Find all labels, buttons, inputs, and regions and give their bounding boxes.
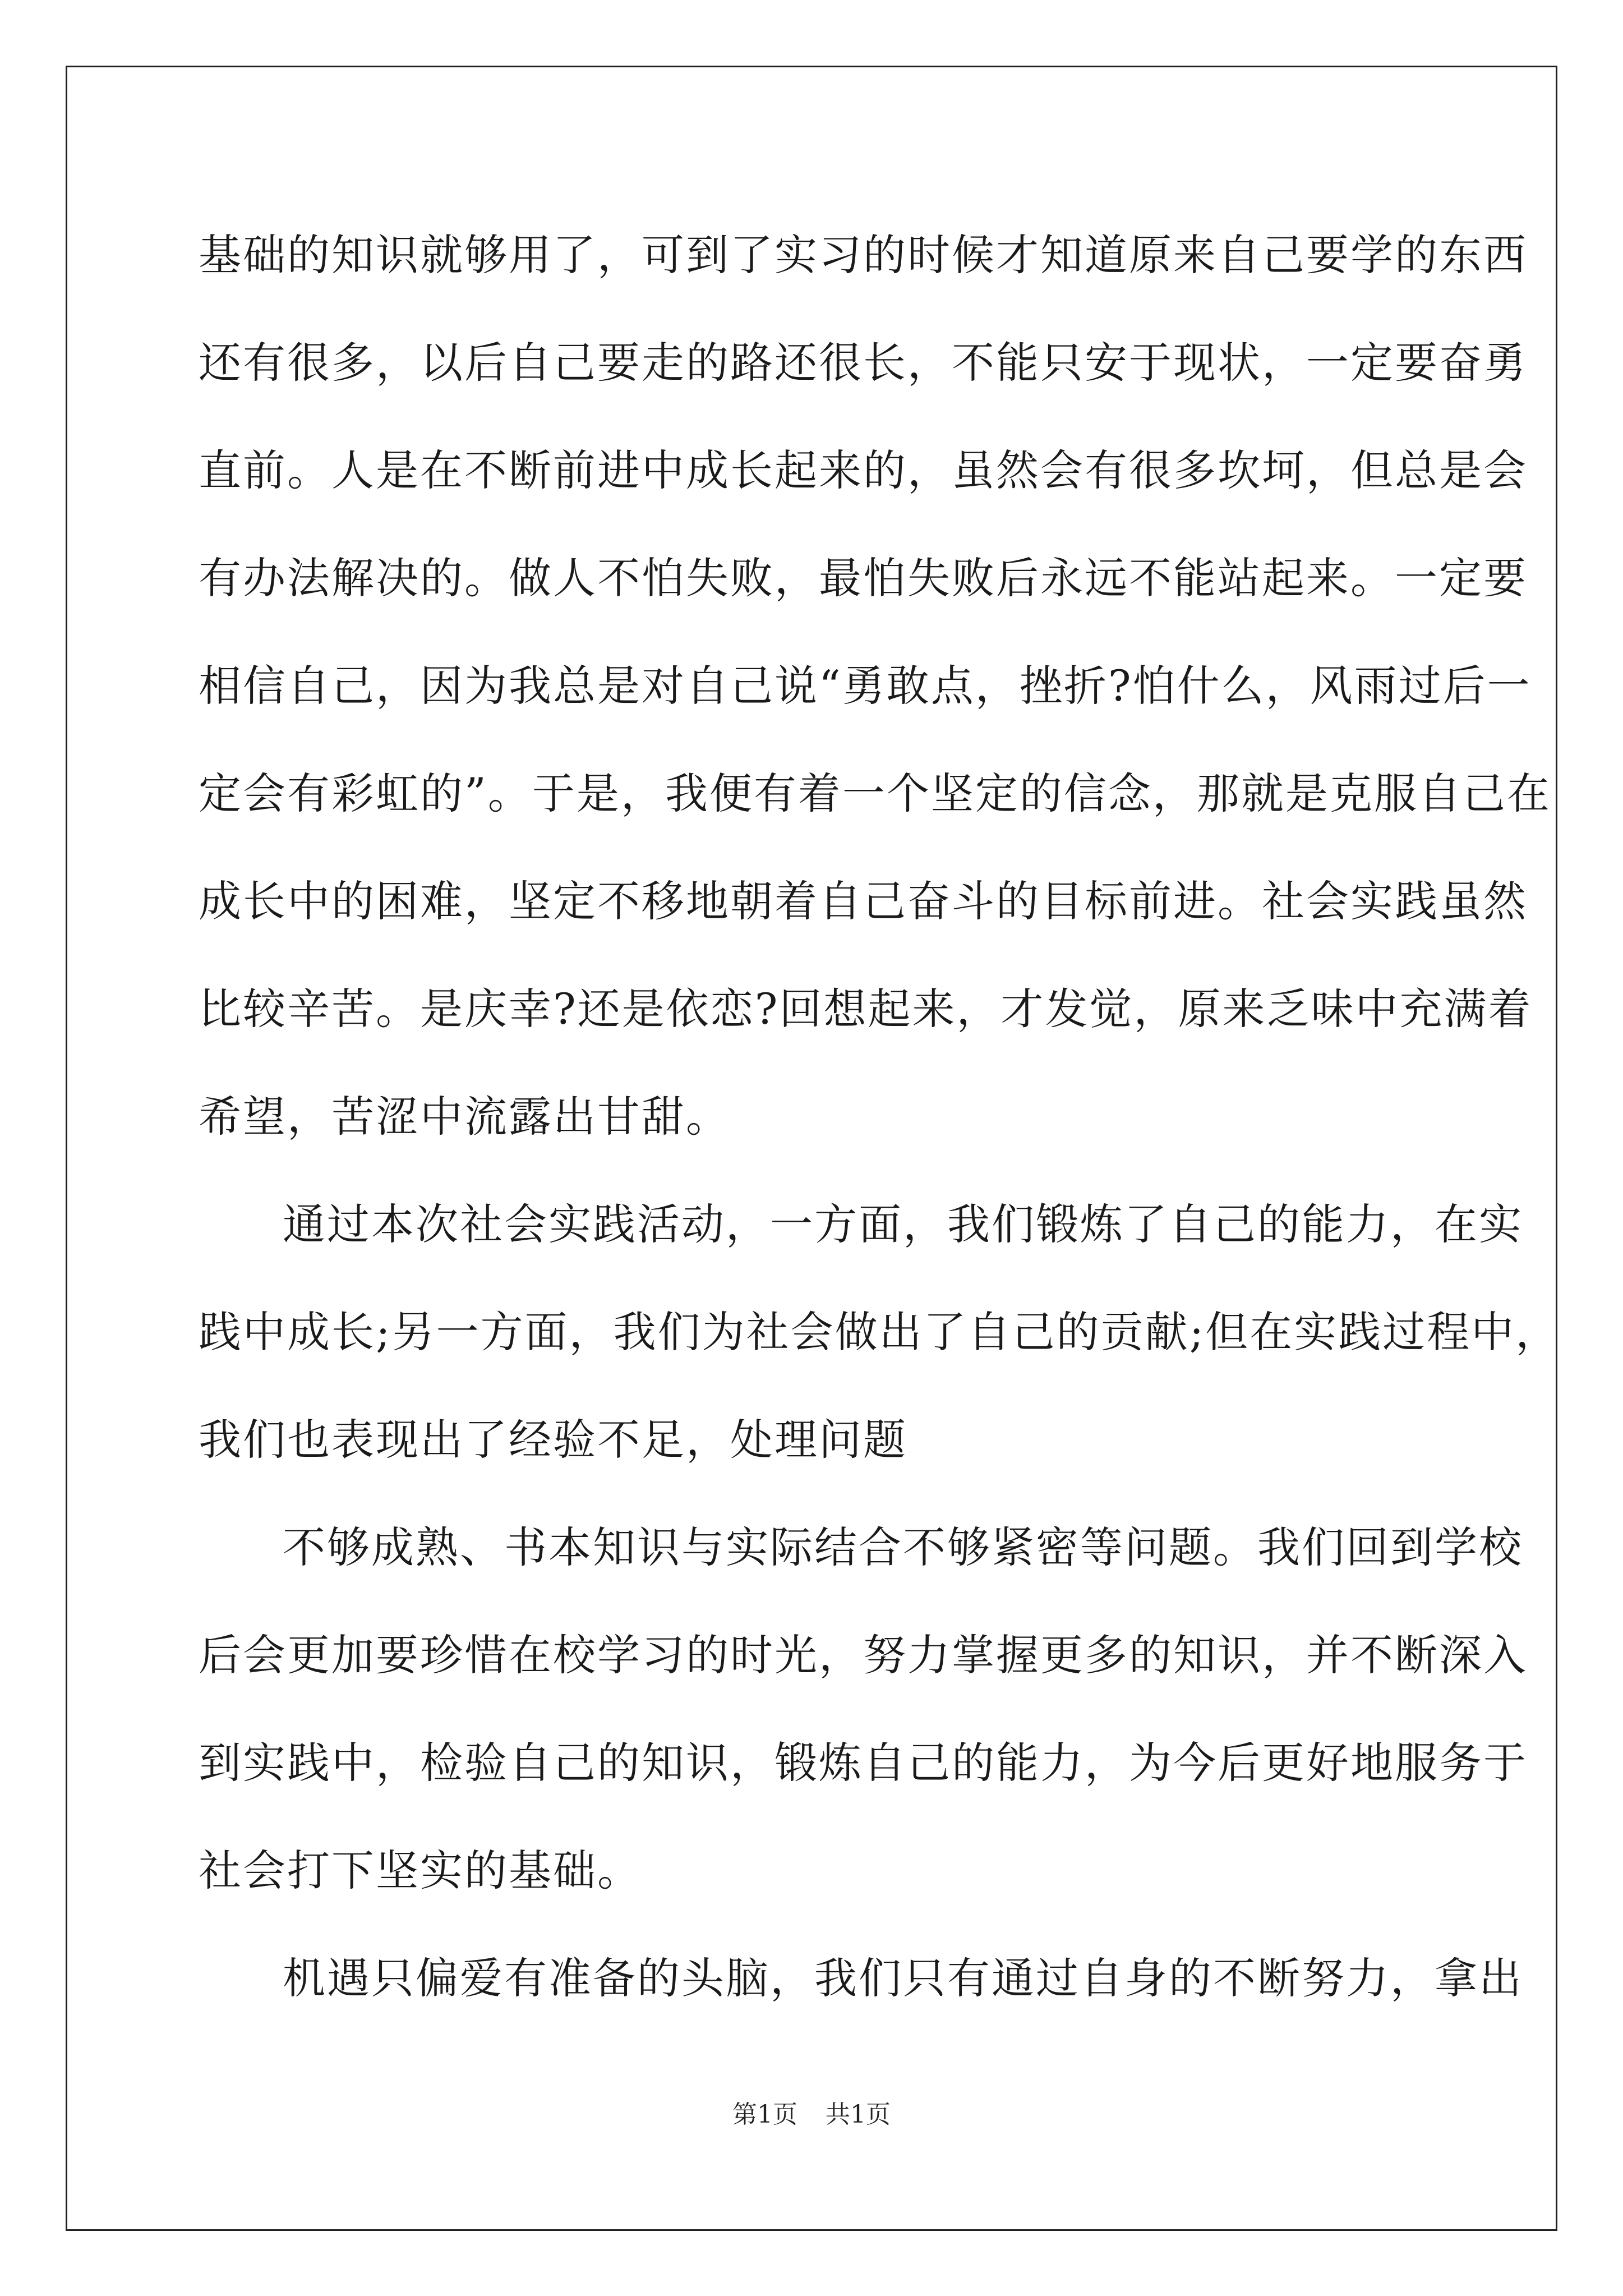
- text-line: 基础的知识就够用了，可到了实习的时候才知道原来自己要学的东西: [199, 230, 1528, 280]
- page-number: 第1页: [732, 2100, 797, 2129]
- page-footer: [0, 2098, 1623, 2132]
- page-total: 共1页: [826, 2100, 891, 2129]
- text-line: 有办法解决的。做人不怕失败，最怕失败后永远不能站起来。一定要: [199, 553, 1528, 603]
- text-line: 还有很多，以后自己要走的路还很长，不能只安于现状，一定要奋勇: [199, 338, 1528, 388]
- text-line: 不够成熟、书本知识与实际结合不够紧密等问题。我们回到学校: [283, 1522, 1523, 1572]
- text-line: 定会有彩虹的”。于是，我便有着一个坚定的信念，那就是克服自己在: [199, 769, 1551, 818]
- text-line: 社会打下坚实的基础。: [199, 1846, 642, 1895]
- document-body: [199, 222, 1560, 2053]
- text-line: 通过本次社会实践活动，一方面，我们锻炼了自己的能力，在实: [283, 1199, 1523, 1249]
- text-line: 我们也表现出了经验不足，处理问题: [199, 1415, 907, 1465]
- text-line: 到实践中，检验自己的知识，锻炼自己的能力，为今后更好地服务于: [199, 1738, 1528, 1788]
- text-line: 践中成长;另一方面，我们为社会做出了自己的贡献;但在实践过程中，: [199, 1307, 1560, 1357]
- text-line: 后会更加要珍惜在校学习的时光，努力掌握更多的知识，并不断深入: [199, 1630, 1528, 1680]
- text-line: 成长中的困难，坚定不移地朝着自己奋斗的目标前进。社会实践虽然: [199, 876, 1528, 926]
- text-line: 直前。人是在不断前进中成长起来的，虽然会有很多坎坷，但总是会: [199, 445, 1528, 495]
- text-line: 机遇只偏爱有准备的头脑，我们只有通过自身的不断努力，拿出: [283, 1953, 1523, 2003]
- text-line: 比较辛苦。是庆幸?还是依恋?回想起来，才发觉，原来乏味中充满着: [199, 984, 1533, 1034]
- text-line: 相信自己，因为我总是对自己说“勇敢点，挫折?怕什么，风雨过后一: [199, 661, 1532, 711]
- text-line: 希望，苦涩中流露出甘甜。: [199, 1092, 730, 1142]
